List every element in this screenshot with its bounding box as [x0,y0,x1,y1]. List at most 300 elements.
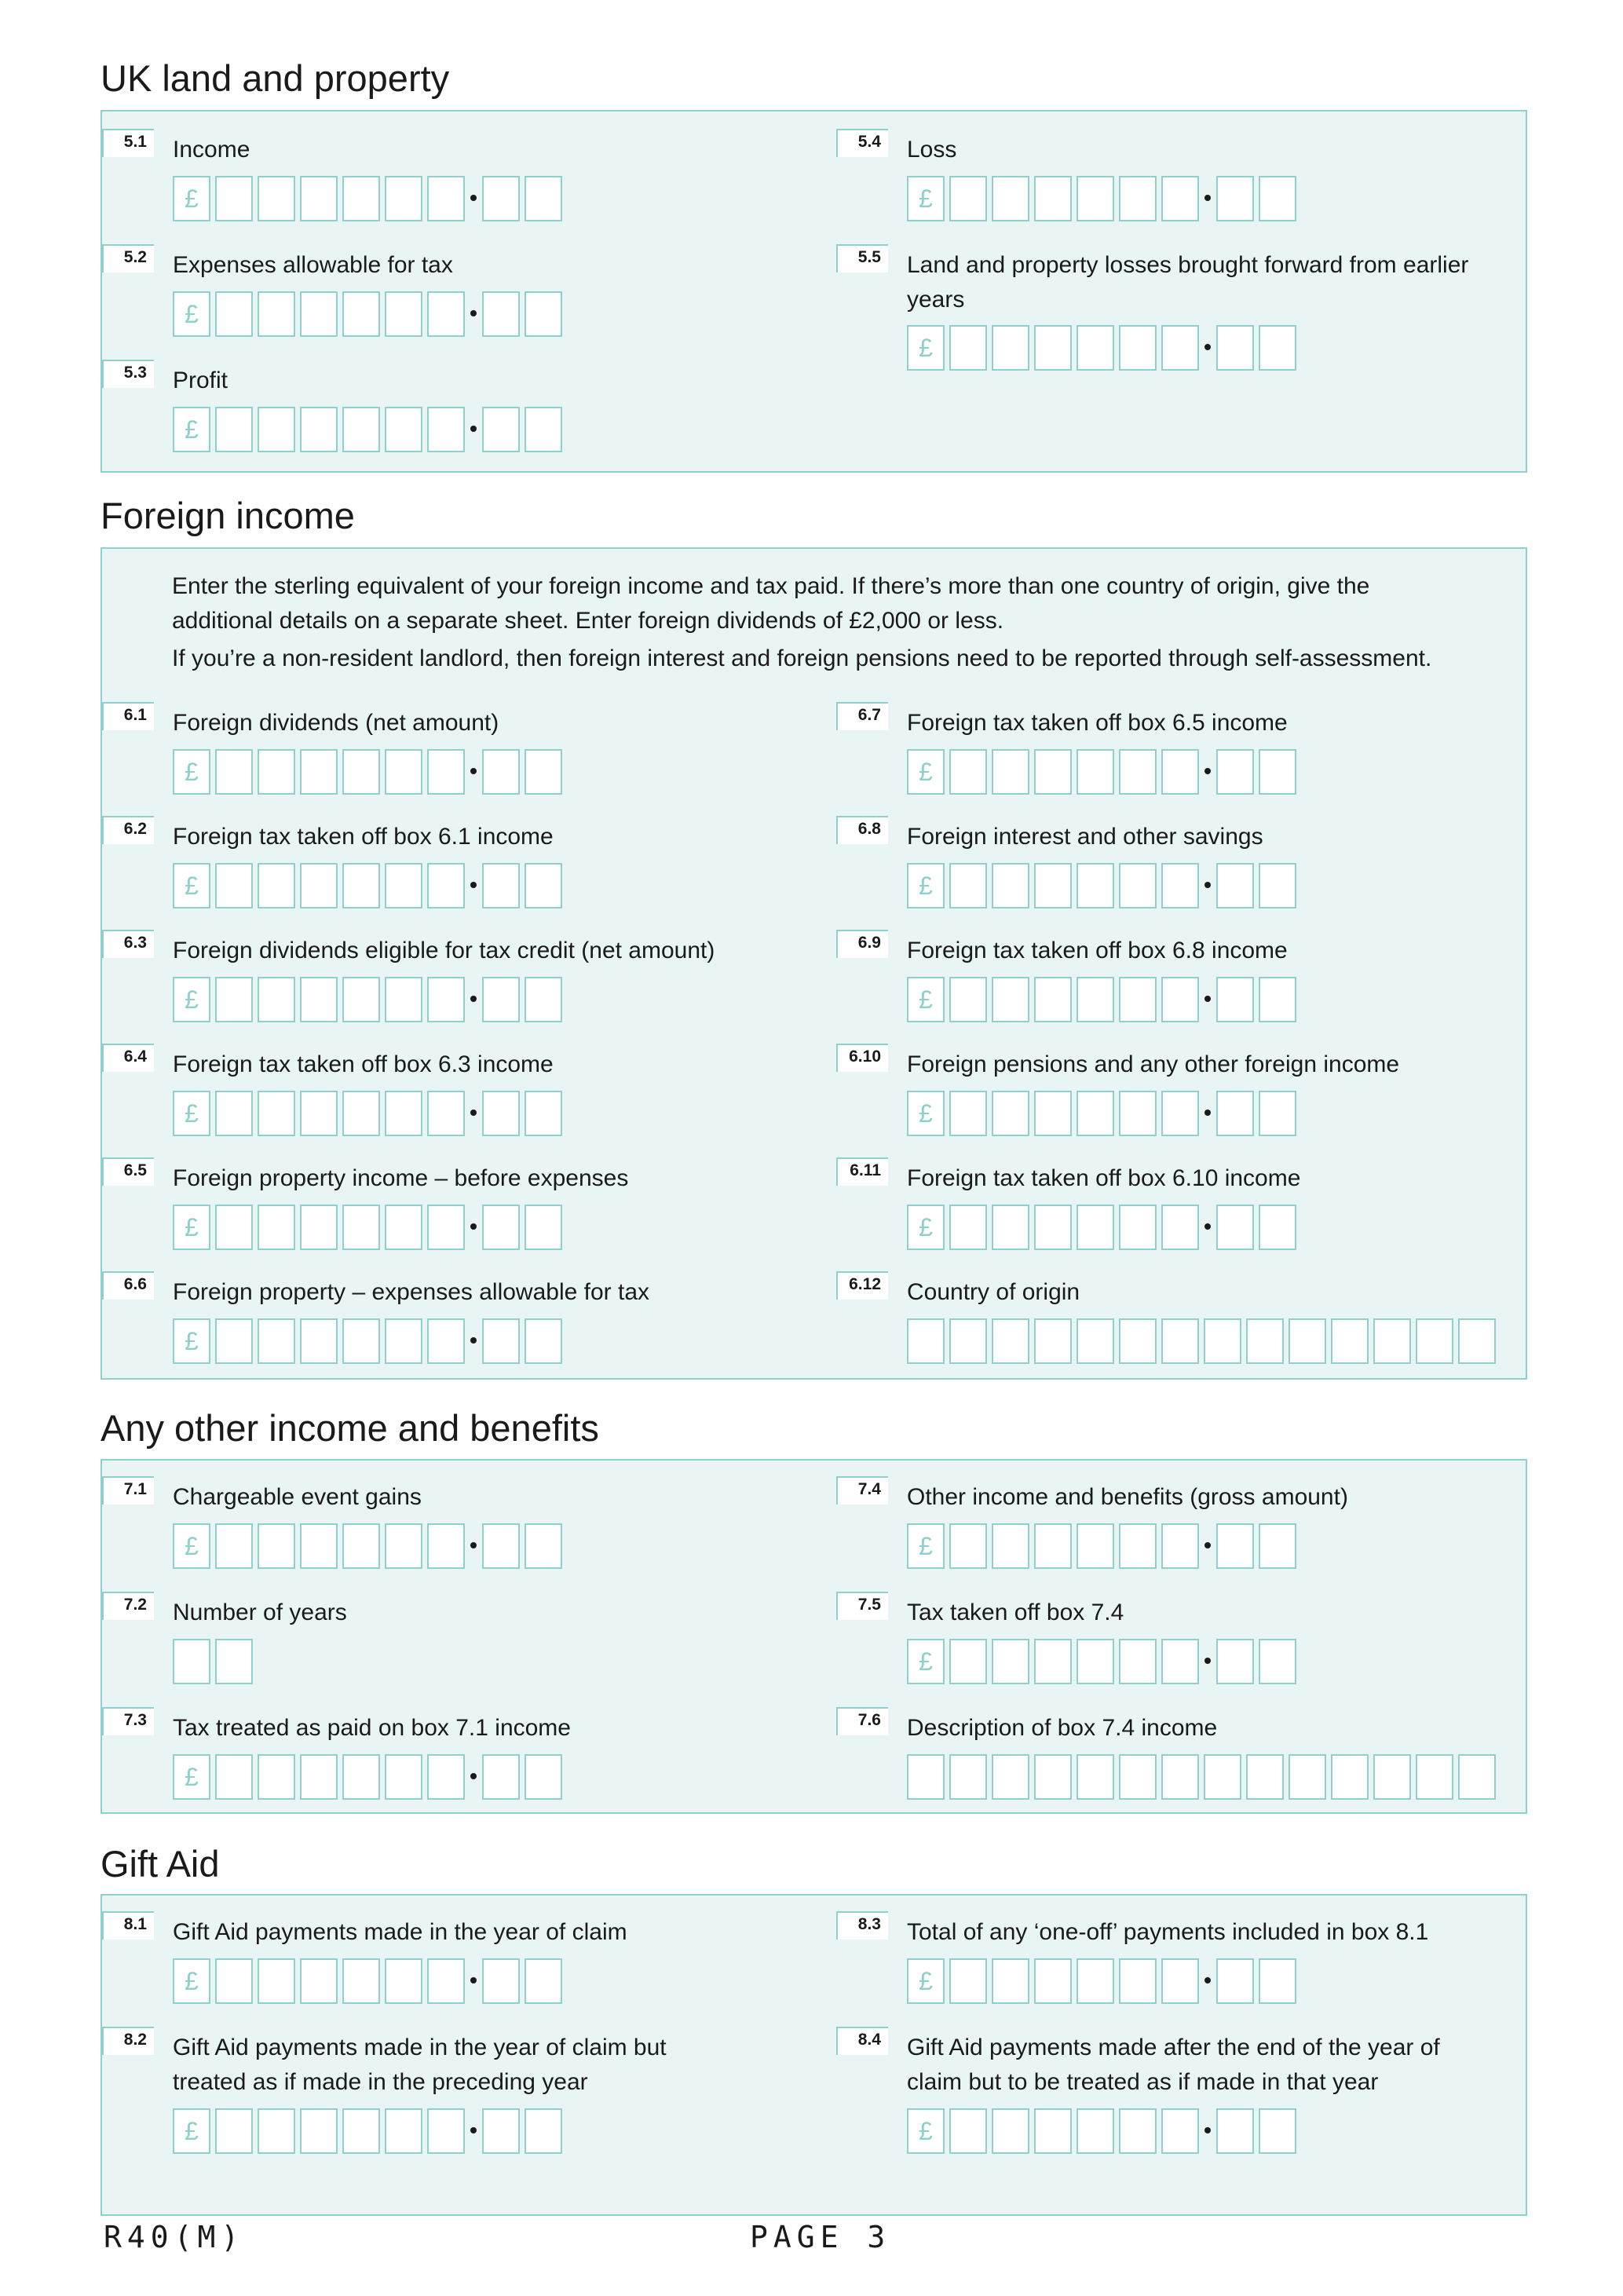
character-box[interactable] [1246,1318,1284,1364]
pounds-digit-box[interactable] [215,1205,253,1250]
pounds-digit-box[interactable] [992,2108,1029,2154]
pence-digit-box[interactable] [482,407,520,452]
pence-digit-box[interactable] [1216,1205,1254,1250]
box-number: 6.12 [836,1271,888,1300]
pounds-digit-box[interactable] [949,863,987,909]
decimal-point [470,768,477,774]
pence-digit-box[interactable] [1259,1523,1296,1569]
section-heading-other-income: Any other income and benefits [101,1407,599,1449]
decimal-point [470,310,477,316]
pounds-digit-box[interactable] [258,176,295,221]
decimal-point [470,1977,477,1983]
pounds-digit-box[interactable] [1119,176,1157,221]
pound-sign-cell: £ [173,749,210,795]
uk-land-and-property-panel [101,110,1527,473]
foreign-income-panel [101,547,1527,1380]
pence-digit-box[interactable] [482,1754,520,1800]
pounds-digit-box[interactable] [385,1523,422,1569]
character-box[interactable] [1246,1754,1284,1800]
field-label: Other income and benefits (gross amount) [907,1484,1348,1510]
pound-sign-cell: £ [173,407,210,452]
character-box[interactable] [949,1754,987,1800]
pounds-digit-box[interactable] [258,1754,295,1800]
pounds-digit-box[interactable] [949,749,987,795]
pounds-digit-box[interactable] [992,1091,1029,1136]
character-box[interactable] [1119,1754,1157,1800]
pounds-digit-box[interactable] [949,1523,987,1569]
character-box[interactable] [992,1318,1029,1364]
pounds-digit-box[interactable] [1119,1205,1157,1250]
pounds-digit-box[interactable] [300,863,338,909]
character-box[interactable] [1458,1754,1496,1800]
pounds-digit-box[interactable] [385,863,422,909]
pounds-digit-box[interactable] [342,749,380,795]
box-number: 7.1 [102,1476,154,1504]
character-box[interactable] [992,1754,1029,1800]
pence-digit-box[interactable] [1259,749,1296,795]
pounds-digit-box[interactable] [992,1639,1029,1684]
pounds-digit-box[interactable] [215,1091,253,1136]
digit-box[interactable] [215,1639,253,1684]
pounds-digit-box[interactable] [342,176,380,221]
pounds-digit-box[interactable] [342,1958,380,2004]
pounds-digit-box[interactable] [215,977,253,1022]
pounds-digit-box[interactable] [385,1318,422,1364]
pounds-digit-box[interactable] [1161,1958,1199,2004]
pounds-digit-box[interactable] [300,291,338,337]
character-box[interactable] [1289,1318,1326,1364]
pounds-digit-box[interactable] [300,1523,338,1569]
character-box[interactable] [1119,1318,1157,1364]
pounds-digit-box[interactable] [300,1958,338,2004]
pound-sign-cell: £ [173,1318,210,1364]
pounds-digit-box[interactable] [1161,2108,1199,2154]
decimal-point [1204,882,1211,888]
pounds-digit-box[interactable] [300,407,338,452]
pounds-digit-box[interactable] [1161,1205,1199,1250]
field-label: Foreign tax taken off box 6.10 income [907,1165,1301,1191]
box-number: 8.1 [102,1911,154,1940]
decimal-point [470,1773,477,1779]
character-box[interactable] [949,1318,987,1364]
pence-digit-box[interactable] [525,1091,562,1136]
pounds-digit-box[interactable] [385,176,422,221]
pence-digit-box[interactable] [525,749,562,795]
character-box[interactable] [1331,1754,1369,1800]
pounds-digit-box[interactable] [992,749,1029,795]
pounds-digit-box[interactable] [1077,1523,1114,1569]
pounds-digit-box[interactable] [385,291,422,337]
box-number: 5.1 [102,129,154,157]
pounds-digit-box[interactable] [1161,749,1199,795]
pounds-digit-box[interactable] [1034,1205,1072,1250]
decimal-point [1204,1223,1211,1230]
pounds-digit-box[interactable] [385,2108,422,2154]
pounds-digit-box[interactable] [427,2108,465,2154]
pounds-digit-box[interactable] [1119,325,1157,371]
pence-digit-box[interactable] [525,1318,562,1364]
pounds-digit-box[interactable] [258,407,295,452]
character-box[interactable] [907,1754,945,1800]
pounds-digit-box[interactable] [342,407,380,452]
pounds-digit-box[interactable] [1161,1091,1199,1136]
pence-digit-box[interactable] [1259,1205,1296,1250]
decimal-point [1204,344,1211,350]
pounds-digit-box[interactable] [342,1754,380,1800]
field-label: Tax treated as paid on box 7.1 income [173,1715,571,1741]
character-box[interactable] [1331,1318,1369,1364]
pounds-digit-box[interactable] [427,749,465,795]
pounds-digit-box[interactable] [949,325,987,371]
pounds-digit-box[interactable] [1077,863,1114,909]
pounds-digit-box[interactable] [215,291,253,337]
box-number: 6.11 [836,1157,888,1186]
pounds-digit-box[interactable] [992,863,1029,909]
pounds-digit-box[interactable] [258,1091,295,1136]
pence-digit-box[interactable] [1216,176,1254,221]
pound-sign-cell: £ [173,1523,210,1569]
decimal-point [1204,2127,1211,2133]
form-code: R40(M) [104,2220,245,2254]
box-number: 8.3 [836,1911,888,1940]
pounds-digit-box[interactable] [258,2108,295,2154]
pound-sign-cell: £ [907,1958,945,2004]
pounds-digit-box[interactable] [1077,2108,1114,2154]
field-label: Foreign interest and other savings [907,824,1263,850]
pounds-digit-box[interactable] [949,1205,987,1250]
character-box[interactable] [1077,1318,1114,1364]
pounds-digit-box[interactable] [1161,1639,1199,1684]
character-box[interactable] [1034,1318,1072,1364]
pounds-digit-box[interactable] [385,407,422,452]
box-number: 8.4 [836,2027,888,2055]
pounds-digit-box[interactable] [215,2108,253,2154]
pence-digit-box[interactable] [525,407,562,452]
pence-digit-box[interactable] [525,176,562,221]
pounds-digit-box[interactable] [300,1754,338,1800]
pounds-digit-box[interactable] [949,1958,987,2004]
pounds-digit-box[interactable] [427,1754,465,1800]
box-number: 6.2 [102,816,154,844]
pounds-digit-box[interactable] [1034,863,1072,909]
box-number: 5.4 [836,129,888,157]
character-box[interactable] [907,1318,945,1364]
pence-digit-box[interactable] [525,863,562,909]
pound-sign-cell: £ [907,863,945,909]
other-income-panel [101,1459,1527,1814]
pounds-digit-box[interactable] [1034,1523,1072,1569]
pounds-digit-box[interactable] [385,1958,422,2004]
box-number: 7.6 [836,1707,888,1735]
box-number: 7.5 [836,1592,888,1620]
box-number: 6.3 [102,930,154,958]
pence-digit-box[interactable] [482,1318,520,1364]
pence-digit-box[interactable] [525,1958,562,2004]
pence-digit-box[interactable] [1216,1091,1254,1136]
pounds-digit-box[interactable] [258,749,295,795]
pence-digit-box[interactable] [1216,1523,1254,1569]
box-number: 6.9 [836,930,888,958]
pence-digit-box[interactable] [482,2108,520,2154]
character-box[interactable] [1373,1754,1411,1800]
pounds-digit-box[interactable] [300,749,338,795]
pounds-digit-box[interactable] [427,176,465,221]
pounds-digit-box[interactable] [1119,1639,1157,1684]
pounds-digit-box[interactable] [342,1091,380,1136]
pounds-digit-box[interactable] [427,977,465,1022]
pence-digit-box[interactable] [1259,176,1296,221]
pence-digit-box[interactable] [482,176,520,221]
pounds-digit-box[interactable] [1034,176,1072,221]
field-label: Foreign dividends eligible for tax credit (net amount) [173,938,715,963]
pounds-digit-box[interactable] [992,325,1029,371]
pounds-digit-box[interactable] [1119,1523,1157,1569]
pounds-digit-box[interactable] [215,1958,253,2004]
field-label: Gift Aid payments made after the end of the year of claim but to be treated as if made in that year [907,2035,1440,2095]
pounds-digit-box[interactable] [1119,977,1157,1022]
pounds-digit-box[interactable] [300,176,338,221]
field-label: Foreign tax taken off box 6.1 income [173,824,554,850]
pounds-digit-box[interactable] [1034,1639,1072,1684]
pounds-digit-box[interactable] [992,1523,1029,1569]
pence-digit-box[interactable] [525,2108,562,2154]
pence-digit-box[interactable] [1216,2108,1254,2154]
pence-digit-box[interactable] [482,749,520,795]
field-label: Number of years [173,1600,347,1625]
pounds-digit-box[interactable] [949,2108,987,2154]
pounds-digit-box[interactable] [1077,1091,1114,1136]
pounds-digit-box[interactable] [342,291,380,337]
pounds-digit-box[interactable] [1077,1958,1114,2004]
decimal-point [470,1223,477,1230]
field-label: Description of box 7.4 income [907,1715,1218,1741]
pence-digit-box[interactable] [1259,2108,1296,2154]
pounds-digit-box[interactable] [342,977,380,1022]
pence-digit-box[interactable] [1216,863,1254,909]
field-label: Foreign tax taken off box 6.3 income [173,1051,554,1077]
gift-aid-panel [101,1894,1527,2216]
digit-box[interactable] [173,1639,210,1684]
pence-digit-box[interactable] [482,291,520,337]
pounds-digit-box[interactable] [215,863,253,909]
pence-digit-box[interactable] [1259,1958,1296,2004]
pounds-digit-box[interactable] [342,1318,380,1364]
pounds-digit-box[interactable] [215,1318,253,1364]
pounds-digit-box[interactable] [949,176,987,221]
pounds-digit-box[interactable] [342,1205,380,1250]
pounds-digit-box[interactable] [949,977,987,1022]
pence-digit-box[interactable] [1259,325,1296,371]
pounds-digit-box[interactable] [949,1091,987,1136]
pound-sign-cell: £ [173,1205,210,1250]
character-box[interactable] [1077,1754,1114,1800]
pounds-digit-box[interactable] [427,1318,465,1364]
section-heading-uk-land-and-property: UK land and property [101,57,450,99]
character-box[interactable] [1204,1318,1241,1364]
decimal-point [470,1542,477,1548]
pounds-digit-box[interactable] [342,1523,380,1569]
field-label: Profit [173,367,228,393]
character-box[interactable] [1289,1754,1326,1800]
pound-sign-cell: £ [907,749,945,795]
pounds-digit-box[interactable] [427,1091,465,1136]
pence-digit-box[interactable] [525,977,562,1022]
pounds-digit-box[interactable] [385,1091,422,1136]
pounds-digit-box[interactable] [1119,749,1157,795]
pounds-digit-box[interactable] [258,291,295,337]
pounds-digit-box[interactable] [1034,1958,1072,2004]
field-label: Foreign property income – before expenses [173,1165,629,1191]
pounds-digit-box[interactable] [258,1205,295,1250]
pounds-digit-box[interactable] [1034,325,1072,371]
pence-digit-box[interactable] [482,1205,520,1250]
pounds-digit-box[interactable] [427,863,465,909]
pounds-digit-box[interactable] [385,977,422,1022]
pounds-digit-box[interactable] [300,2108,338,2154]
pounds-digit-box[interactable] [300,1205,338,1250]
pounds-digit-box[interactable] [1119,2108,1157,2154]
field-label: Foreign tax taken off box 6.5 income [907,710,1288,736]
pence-digit-box[interactable] [1259,1639,1296,1684]
pence-digit-box[interactable] [1216,977,1254,1022]
box-number: 5.5 [836,244,888,272]
pounds-digit-box[interactable] [215,1754,253,1800]
pence-digit-box[interactable] [482,1523,520,1569]
pence-digit-box[interactable] [1259,1091,1296,1136]
pounds-digit-box[interactable] [1034,749,1072,795]
decimal-point [1204,996,1211,1002]
pence-digit-box[interactable] [525,1205,562,1250]
pounds-digit-box[interactable] [1077,977,1114,1022]
pounds-digit-box[interactable] [1077,325,1114,371]
pound-sign-cell: £ [907,2108,945,2154]
pounds-digit-box[interactable] [427,1523,465,1569]
character-box[interactable] [1373,1318,1411,1364]
pence-digit-box[interactable] [1216,325,1254,371]
field-label: Foreign tax taken off box 6.8 income [907,938,1288,963]
character-box[interactable] [1034,1754,1072,1800]
decimal-point [470,882,477,888]
field-label: Tax taken off box 7.4 [907,1600,1124,1625]
pounds-digit-box[interactable] [1161,863,1199,909]
pounds-digit-box[interactable] [385,1205,422,1250]
box-number: 7.2 [102,1592,154,1620]
pounds-digit-box[interactable] [258,1523,295,1569]
field-label: Gift Aid payments made in the year of claim [173,1919,627,1945]
pounds-digit-box[interactable] [1077,1205,1114,1250]
pounds-digit-box[interactable] [215,749,253,795]
character-box[interactable] [1161,1754,1199,1800]
pence-digit-box[interactable] [482,977,520,1022]
character-box[interactable] [1458,1318,1496,1364]
pound-sign-cell: £ [173,1958,210,2004]
field-label: Country of origin [907,1279,1080,1305]
decimal-point [470,426,477,432]
field-label: Expenses allowable for tax [173,252,453,278]
pounds-digit-box[interactable] [992,1205,1029,1250]
pence-digit-box[interactable] [525,1523,562,1569]
pounds-digit-box[interactable] [342,863,380,909]
pounds-digit-box[interactable] [1077,749,1114,795]
pence-digit-box[interactable] [482,1958,520,2004]
field-label: Foreign property – expenses allowable for tax [173,1279,650,1305]
pence-digit-box[interactable] [1216,1958,1254,2004]
pounds-digit-box[interactable] [300,1091,338,1136]
pounds-digit-box[interactable] [427,1205,465,1250]
pounds-digit-box[interactable] [385,1754,422,1800]
pence-digit-box[interactable] [1216,749,1254,795]
pounds-digit-box[interactable] [992,977,1029,1022]
pounds-digit-box[interactable] [258,977,295,1022]
pounds-digit-box[interactable] [258,1318,295,1364]
pounds-digit-box[interactable] [385,749,422,795]
pounds-digit-box[interactable] [300,1318,338,1364]
pounds-digit-box[interactable] [215,407,253,452]
box-number: 8.2 [102,2027,154,2055]
pounds-digit-box[interactable] [258,863,295,909]
pounds-digit-box[interactable] [1034,1091,1072,1136]
foreign-income-note: If you’re a non-resident landlord, then foreign interest and foreign pensions need to be reported through self-assessment. [172,645,1432,671]
pounds-digit-box[interactable] [427,407,465,452]
pounds-digit-box[interactable] [1077,176,1114,221]
decimal-point [1204,768,1211,774]
character-box[interactable] [1161,1318,1199,1364]
box-number: 7.4 [836,1476,888,1504]
pounds-digit-box[interactable] [1077,1639,1114,1684]
pounds-digit-box[interactable] [342,2108,380,2154]
pence-digit-box[interactable] [525,1754,562,1800]
pounds-digit-box[interactable] [1161,1523,1199,1569]
pounds-digit-box[interactable] [215,176,253,221]
box-number: 6.8 [836,816,888,844]
pounds-digit-box[interactable] [427,1958,465,2004]
pounds-digit-box[interactable] [992,176,1029,221]
section-heading-gift-aid: Gift Aid [101,1843,220,1885]
pounds-digit-box[interactable] [1119,863,1157,909]
pounds-digit-box[interactable] [1161,977,1199,1022]
field-label: Income [173,137,250,163]
box-number: 6.4 [102,1044,154,1072]
pence-digit-box[interactable] [482,1091,520,1136]
pounds-digit-box[interactable] [1034,977,1072,1022]
pounds-digit-box[interactable] [1119,1958,1157,2004]
pounds-digit-box[interactable] [300,977,338,1022]
pence-digit-box[interactable] [482,863,520,909]
pound-sign-cell: £ [907,1205,945,1250]
pounds-digit-box[interactable] [992,1958,1029,2004]
pound-sign-cell: £ [173,2108,210,2154]
box-number: 6.6 [102,1271,154,1300]
box-number: 6.7 [836,702,888,730]
pence-digit-box[interactable] [1259,977,1296,1022]
pounds-digit-box[interactable] [949,1639,987,1684]
pounds-digit-box[interactable] [1161,176,1199,221]
pounds-digit-box[interactable] [1161,325,1199,371]
pounds-digit-box[interactable] [215,1523,253,1569]
pound-sign-cell: £ [173,1091,210,1136]
character-box[interactable] [1416,1318,1453,1364]
pence-digit-box[interactable] [525,291,562,337]
pence-digit-box[interactable] [1259,863,1296,909]
character-box[interactable] [1204,1754,1241,1800]
pounds-digit-box[interactable] [427,291,465,337]
character-box[interactable] [1416,1754,1453,1800]
pounds-digit-box[interactable] [1034,2108,1072,2154]
pound-sign-cell: £ [907,1523,945,1569]
pounds-digit-box[interactable] [258,1958,295,2004]
pounds-digit-box[interactable] [1119,1091,1157,1136]
pence-digit-box[interactable] [1216,1639,1254,1684]
